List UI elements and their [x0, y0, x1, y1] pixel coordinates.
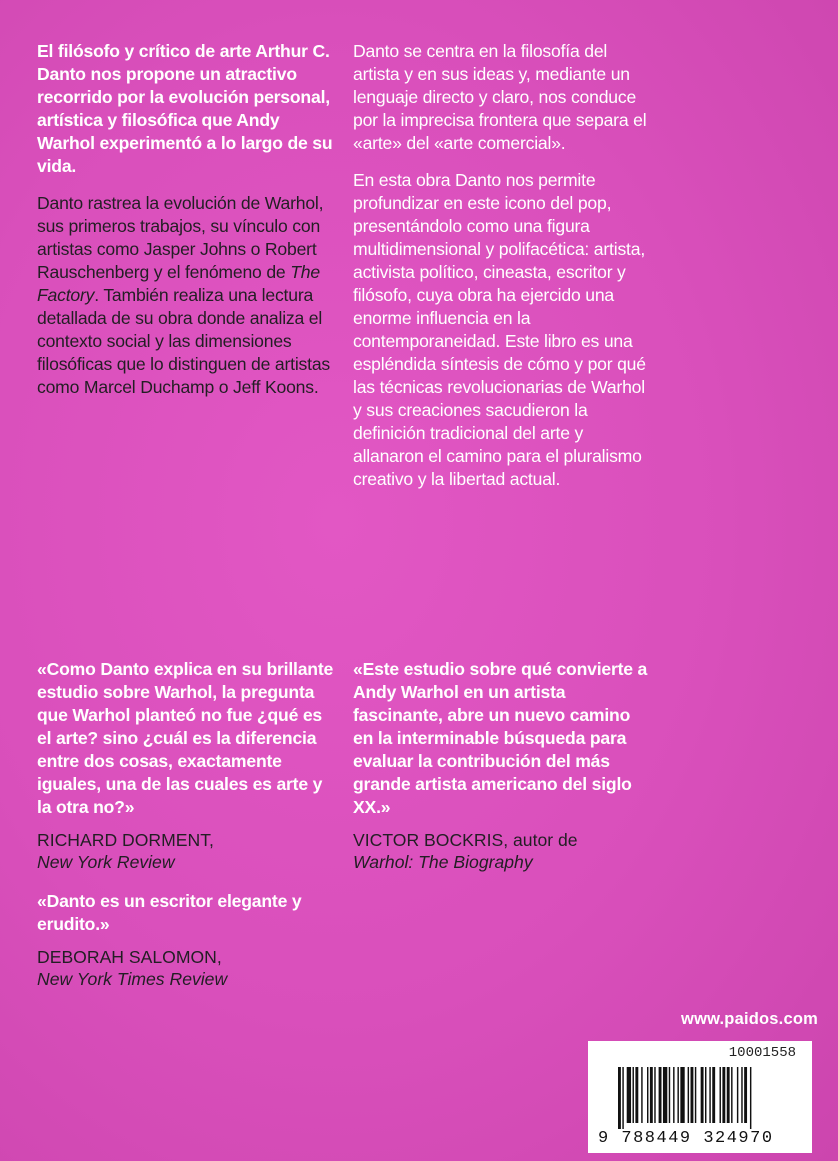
body-paragraph-left: Danto rastrea la evolución de Warhol, sus primeros trabajos, su vínculo con artistas como Jasper Johns o Robert Rauschenberg y el fenómeno de The Factory. También realiza una lectura detallada de su obra donde analiza el contexto social y las dimensiones filosóficas que lo distinguen de artistas como Marcel Duchamp o Jeff Koons. — [37, 193, 331, 397]
quote-source: Warhol: The Biography — [353, 852, 533, 872]
isbn-number: 9 788449 324970 — [598, 1129, 774, 1148]
right-column — [353, 40, 653, 491]
quote-author: DEBORAH SALOMON, New York Times Review — [37, 946, 337, 990]
quote-dorment — [37, 658, 337, 873]
product-code: 10001558 — [728, 1045, 796, 1061]
quote-source: New York Times Review — [37, 969, 228, 989]
right-intro-paragraph: Danto se centra en la filosofía del artista y en sus ideas y, mediante un lenguaje directo y claro, nos conduce por la imprecisa frontera que separa el «arte» del «arte comercial». — [353, 41, 647, 153]
right-body-paragraph: En esta obra Danto nos permite profundizar en este icono del pop, presentándolo como una figura multidimensional y polifacética: artista, activista político, cineasta, escritor y filósofo, cuya obra ha ejercido una enorme influencia en la contemporaneidad. Este libro es una espléndida síntesis de cómo y por qué las técnicas revolucionarias de Warhol y sus creaciones sacudieron la definición tradicional del arte y allanaron el camino para el pluralismo creativo y la libertad actual. — [353, 170, 646, 489]
barcode-label — [588, 1041, 812, 1153]
intro-paragraph: El filósofo y crítico de arte Arthur C. Danto nos propone un atractivo recorrido por la evolución personal, artística y filosófica que Andy Warhol experimentó a lo largo de su vida. — [37, 41, 333, 176]
barcode-icon — [618, 1067, 798, 1129]
quote-text: «Este estudio sobre qué convierte a Andy Warhol en un artista fascinante, abre un nuevo camino en la interminable búsqueda para evaluar la contribución del más grande artista americano del siglo XX.» — [353, 659, 648, 817]
factory-title: The Factory — [37, 262, 320, 305]
quote-text: «Danto es un escritor elegante y erudito.» — [37, 891, 302, 934]
quote-author: RICHARD DORMENT, New York Review — [37, 829, 337, 873]
quote-bockris — [353, 658, 653, 873]
quote-source: New York Review — [37, 852, 175, 872]
left-column — [37, 40, 337, 399]
quote-author: VICTOR BOCKRIS, autor de Warhol: The Biography — [353, 829, 653, 873]
quote-text: «Como Danto explica en su brillante estudio sobre Warhol, la pregunta que Warhol planteó no fue ¿qué es el arte? sino ¿cuál es la diferencia entre dos cosas, exactamente iguales, una de las cuales es arte y la otra no?» — [37, 659, 334, 817]
quote-salomon — [37, 890, 337, 990]
publisher-website[interactable]: www.paidos.com — [681, 1010, 818, 1028]
